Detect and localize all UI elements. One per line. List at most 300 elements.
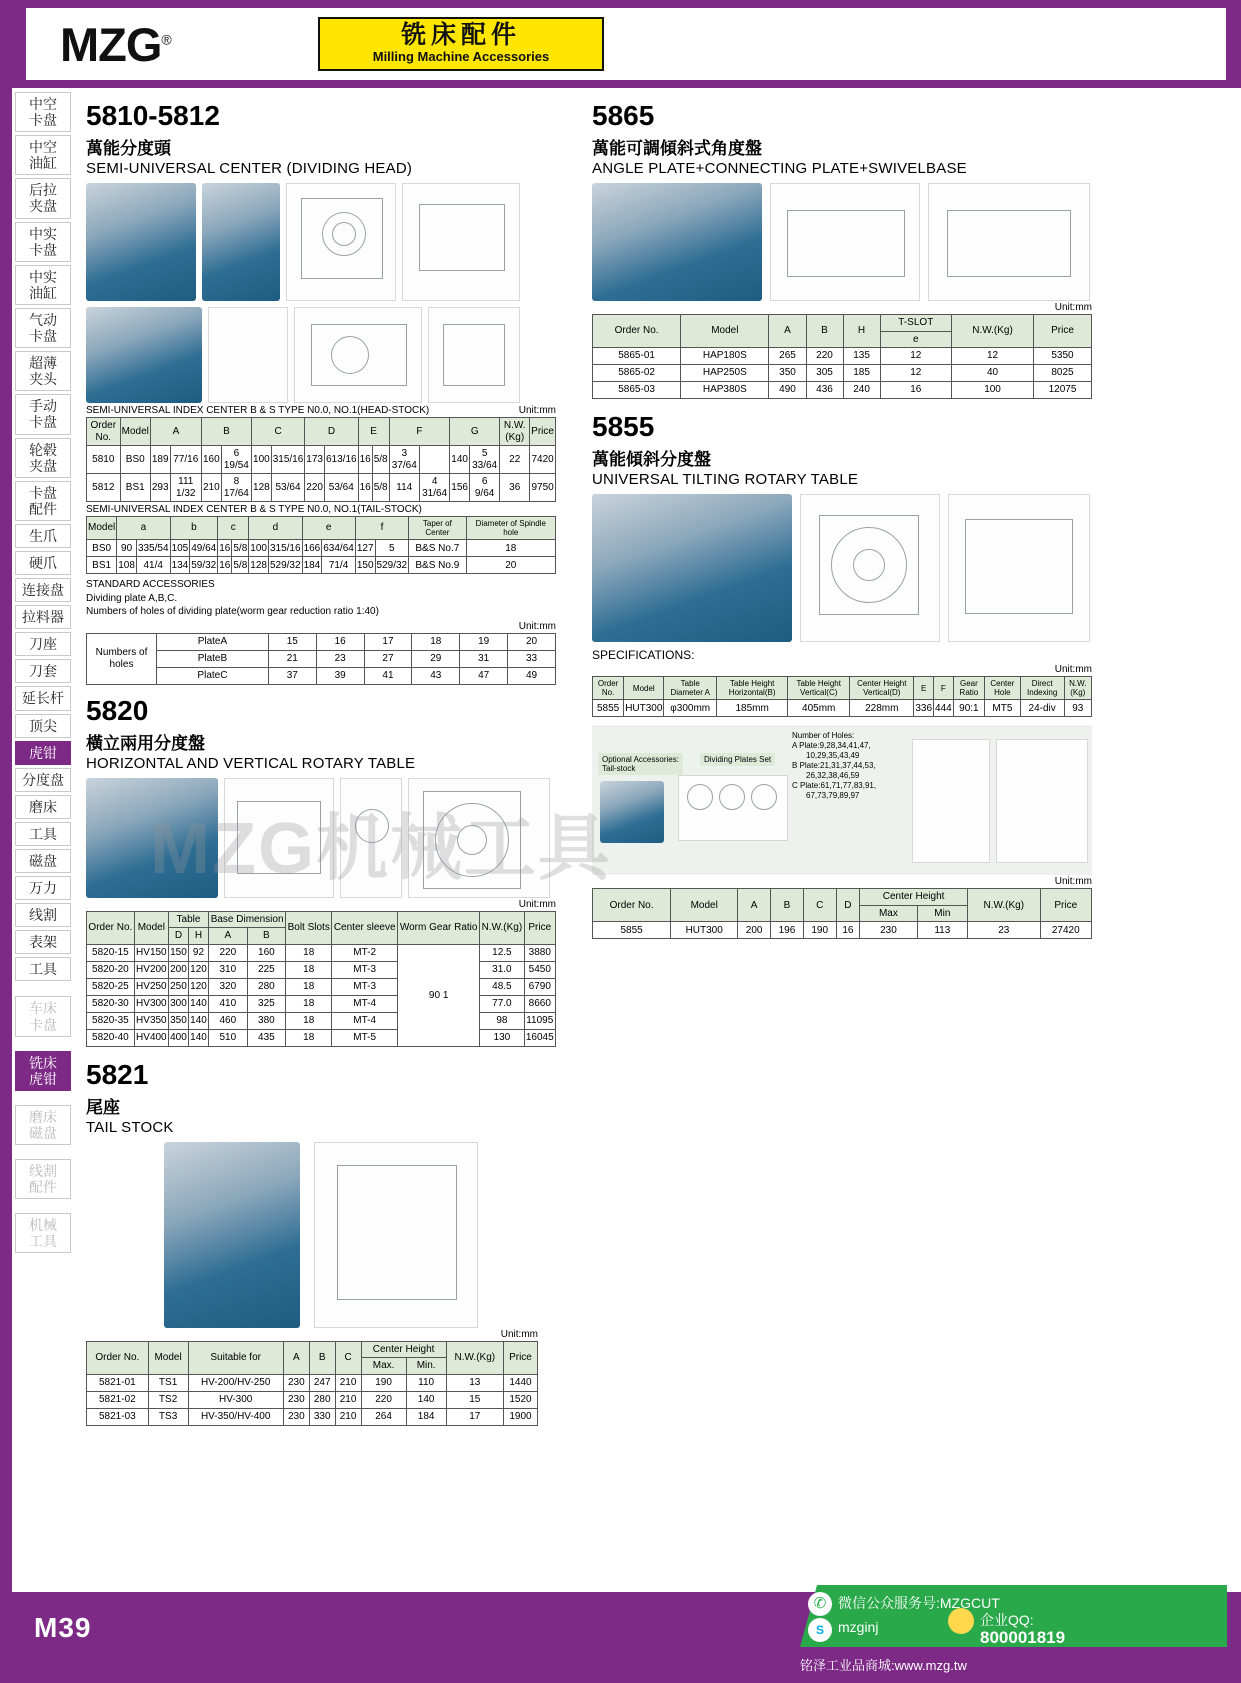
section-en-5820: HORIZONTAL AND VERTICAL ROTARY TABLE	[86, 754, 416, 772]
sidebar-item-label: 油缸	[29, 155, 57, 172]
cell-5855spec-9: MT5	[985, 700, 1021, 717]
cell-head-1-16: 36	[500, 474, 530, 502]
sidebar-item-label: 万力	[29, 880, 57, 897]
sidebar-group-label: 铣床	[29, 1054, 57, 1071]
cell-5865-2-3: 436	[806, 382, 843, 399]
cell-head-0-15: 5 33/64	[469, 446, 499, 474]
unit-headstock: Unit:mm	[518, 405, 556, 416]
cell-5855spec-11: 93	[1064, 700, 1091, 717]
cell-5865-1-3: 305	[806, 365, 843, 382]
cell-5821-0-8: 13	[446, 1374, 503, 1391]
cell-5820-0-7: MT-2	[332, 944, 398, 961]
logo-text: MZG	[60, 17, 162, 71]
drawing-angle-plate-side	[928, 183, 1090, 301]
drawing-tilting-table-side	[948, 494, 1090, 642]
sidebar-group-2[interactable]	[15, 1105, 71, 1145]
cell-head-1-12: 114	[389, 474, 419, 502]
cell-tail-0-6: 5/8	[232, 540, 249, 557]
sidebar-item-0[interactable]	[15, 92, 71, 132]
th-price: Price	[1040, 889, 1091, 922]
cell-5820-4-1: HV350	[134, 1012, 168, 1029]
th-order: Order No.	[87, 911, 135, 944]
cell-5865-0-2: 265	[769, 348, 806, 365]
cell-head-1-5: 8 17/64	[221, 474, 251, 502]
section-en-5821: TAIL STOCK	[86, 1118, 174, 1136]
cell-head-1-9: 53/64	[324, 474, 358, 502]
th-sub-0: D	[168, 928, 188, 945]
holes-b2: 26,32,38,46,59	[806, 771, 860, 781]
cell-5821-0-7: 110	[406, 1374, 446, 1391]
cell-5820-nw-2: 48.5	[480, 978, 524, 995]
photo-tail-stock	[164, 1142, 300, 1328]
th-tail-1: a	[117, 517, 170, 540]
drawing-dividing-head-side	[402, 183, 520, 301]
sidebar-item-17[interactable]	[15, 714, 71, 738]
cell-holes-0-5: 20	[508, 633, 556, 650]
caption-headstock-row	[86, 405, 556, 416]
cell-5855b-3: 196	[771, 922, 804, 939]
sidebar-item-label: 磁盘	[29, 853, 57, 869]
th-sub-2: A	[209, 928, 248, 945]
cell-5820-nw-3: 77.0	[480, 995, 524, 1012]
th-center: Center Height	[860, 889, 968, 906]
cell-5820-0-4: 220	[209, 944, 248, 961]
th-nw: N.W.(Kg)	[967, 889, 1040, 922]
sidebar-item-label: 卡盘	[29, 484, 57, 501]
section-en-5810: SEMI-UNIVERSAL CENTER (DIVIDING HEAD)	[86, 160, 413, 177]
cell-tail-0-10: 634/64	[322, 540, 356, 557]
sidebar-item-label: 顶尖	[29, 717, 57, 734]
th-model: Model	[681, 315, 769, 348]
cell-head-1-11: 5/8	[372, 474, 389, 502]
cell-holes-1-1: 23	[316, 650, 364, 667]
cell-5821-0-0: 5821-01	[87, 1374, 149, 1391]
sidebar-item-24[interactable]	[15, 903, 71, 927]
sidebar-item-10[interactable]	[15, 524, 71, 548]
th-5855spec-4: Table Height Vertical(C)	[788, 677, 850, 700]
cell-holes-0-3: 18	[412, 633, 460, 650]
cell-tail-1-5: 16	[218, 557, 232, 574]
cell-tail-0-7: 100	[249, 540, 269, 557]
section-cn-5820: 橫立兩用分度盤	[86, 733, 205, 753]
cell-5855spec-5: 228mm	[850, 700, 914, 717]
th-b: B	[806, 315, 843, 348]
cell-head-0-10: 16	[358, 446, 372, 474]
cell-5820-nw-0: 12.5	[480, 944, 524, 961]
cell-5820-5-0: 5820-40	[87, 1029, 135, 1046]
unit-5865: Unit:mm	[1054, 302, 1092, 313]
th-center: Center Height	[361, 1341, 446, 1358]
sidebar-item-11[interactable]	[15, 551, 71, 575]
skype-icon: S	[808, 1618, 832, 1642]
cell-head-1-8: 220	[305, 474, 325, 502]
th-min: Min	[917, 905, 967, 922]
th-min: Min.	[406, 1358, 446, 1375]
table-5855-spec	[592, 676, 1092, 717]
holes-a: A Plate:9,28,34,41,47,	[792, 741, 871, 751]
photo-tilting-rotary-table	[592, 494, 792, 642]
cell-5820-price-2: 6790	[524, 978, 555, 995]
section-cn-5865: 萬能可調傾斜式角度盤	[592, 139, 762, 158]
th-5855spec-9: Center Hole	[985, 677, 1021, 700]
footer-qq-label: 企业QQ:	[980, 1612, 1034, 1628]
cell-head-0-6: 100	[252, 446, 272, 474]
unit-5855-spec: Unit:mm	[1054, 664, 1092, 675]
sidebar-item-3[interactable]	[15, 222, 71, 262]
cell-5855spec-10: 24-div	[1020, 700, 1064, 717]
footer-bottom-text: 铭泽工业品商城:www.mzg.tw	[800, 1658, 967, 1673]
drawing-index-plate-side	[428, 307, 520, 403]
image-row-5810-bottom	[86, 307, 556, 403]
sidebar-group-4[interactable]	[15, 1213, 71, 1253]
sidebar-item-label: 磨床	[29, 798, 57, 815]
cell-5820-0-3: 92	[188, 944, 208, 961]
th-5855spec-10: Direct Indexing	[1020, 677, 1064, 700]
sidebar-item-23[interactable]	[15, 876, 71, 900]
plate-name-1: PlateB	[157, 650, 269, 667]
page-title-cn: 铣床配件	[400, 20, 521, 49]
table-row	[593, 700, 1092, 717]
th-model: Model	[134, 911, 168, 944]
cell-holes-2-5: 49	[508, 667, 556, 684]
th-model: Model	[148, 1341, 188, 1374]
sidebar-item-8[interactable]	[15, 438, 71, 478]
cell-5820-5-4: 510	[209, 1029, 248, 1046]
table-row	[593, 922, 1092, 939]
cell-5821-2-0: 5821-03	[87, 1408, 149, 1425]
std-line1: Dividing plate A,B,C.	[86, 592, 178, 604]
th-head-6: E	[358, 418, 389, 446]
cell-head-0-17: 7420	[530, 446, 556, 474]
sidebar-item-19[interactable]	[15, 768, 71, 792]
cell-head-1-13: 4 31/64	[419, 474, 449, 502]
cell-5865-0-3: 220	[806, 348, 843, 365]
cell-5820-nw-5: 130	[480, 1029, 524, 1046]
th-order: Order No.	[593, 315, 681, 348]
table-row	[593, 382, 1092, 399]
th-center: Center sleeve	[332, 911, 398, 944]
table-row	[593, 348, 1092, 365]
cell-5821-0-5: 210	[335, 1374, 361, 1391]
sidebar-group-label: 磁盘	[29, 1124, 57, 1141]
sidebar-item-label: 中实	[29, 225, 57, 242]
cell-5865-1-5: 12	[880, 365, 952, 382]
sidebar-item-13[interactable]	[15, 605, 71, 629]
cell-5855spec-7: 444	[934, 700, 954, 717]
cell-tail-0-2: 335/54	[136, 540, 170, 557]
section-number-5855: 5855	[592, 411, 655, 442]
cell-head-0-4: 160	[202, 446, 222, 474]
th-sub-1: H	[188, 928, 208, 945]
th-tail-0: Model	[87, 517, 117, 540]
cell-5820-2-5: 280	[247, 978, 286, 995]
cell-5855b-8: 23	[967, 922, 1040, 939]
th-head-4: C	[252, 418, 305, 446]
th-head-5: D	[305, 418, 358, 446]
photo-dividing-plates	[678, 775, 788, 841]
cell-tail-1-13: B&S No.9	[409, 557, 466, 574]
table-row	[87, 446, 556, 474]
sidebar-item-12[interactable]	[15, 578, 71, 602]
table-row	[87, 1012, 556, 1029]
cell-holes-2-4: 47	[460, 667, 508, 684]
std-title: STANDARD ACCESSORIES	[86, 579, 215, 591]
sidebar-item-14[interactable]	[15, 632, 71, 656]
drawing-angle-plate-front	[770, 183, 920, 301]
sidebar-item-15[interactable]	[15, 659, 71, 683]
sidebar-item-label: 表架	[29, 934, 57, 951]
sidebar-item-2[interactable]	[15, 178, 71, 218]
cell-5820-4-5: 380	[247, 1012, 286, 1029]
cell-holes-1-5: 33	[508, 650, 556, 667]
cell-tail-1-3: 134	[170, 557, 190, 574]
table-row	[87, 944, 556, 961]
cell-5820-1-4: 310	[209, 961, 248, 978]
table-row	[87, 995, 556, 1012]
cell-head-0-3: 77/16	[170, 446, 201, 474]
registered-icon: ®	[161, 30, 171, 47]
holes-title: Number of Holes:	[792, 731, 855, 741]
sidebar-item-6[interactable]	[15, 351, 71, 391]
th-5855spec-3: Table Height Horizontal(B)	[717, 677, 788, 700]
sidebar-item-20[interactable]	[15, 795, 71, 819]
cell-5821-1-4: 280	[309, 1391, 335, 1408]
cell-5820-3-6: 18	[286, 995, 332, 1012]
sidebar-item-18[interactable]	[15, 741, 71, 765]
th-head-9: N.W.(Kg)	[500, 418, 530, 446]
cell-head-0-8: 173	[305, 446, 325, 474]
watermark: MZG机械工具	[150, 809, 612, 889]
th-tail-6: f	[355, 517, 408, 540]
sidebar-item-1[interactable]	[15, 135, 71, 175]
sidebar-item-label: 拉料器	[22, 609, 64, 626]
th-worm: Worm Gear Ratio	[398, 911, 480, 944]
sidebar-group-1[interactable]	[15, 1051, 71, 1091]
sidebar-item-label: 线割	[29, 907, 57, 924]
cell-5820-5-7: MT-5	[332, 1029, 398, 1046]
cell-5855b-4: 190	[803, 922, 836, 939]
cell-tail-0-5: 16	[218, 540, 232, 557]
cell-5865-0-6: 12	[952, 348, 1034, 365]
cell-head-0-7: 315/16	[271, 446, 305, 474]
cell-5821-0-6: 190	[361, 1374, 406, 1391]
sidebar-group-0[interactable]	[15, 996, 71, 1036]
cell-holes-1-3: 29	[412, 650, 460, 667]
th-tail-3: c	[218, 517, 249, 540]
sidebar-item-16[interactable]	[15, 686, 71, 710]
cell-5821-0-4: 247	[309, 1374, 335, 1391]
th-suitable: Suitable for	[188, 1341, 283, 1374]
cell-tail-1-9: 184	[302, 557, 322, 574]
wechat-icon: ✆	[808, 1592, 832, 1616]
holes-c2: 67,73,79,89,97	[806, 791, 860, 801]
cell-5820-4-2: 350	[168, 1012, 188, 1029]
sidebar-item-label: 刀套	[29, 663, 57, 680]
cell-5865-0-4: 135	[843, 348, 880, 365]
cell-5820-1-2: 200	[168, 961, 188, 978]
plate-name-0: PlateA	[157, 633, 269, 650]
cell-5821-1-5: 210	[335, 1391, 361, 1408]
sidebar-item-label: 卡盘	[29, 328, 57, 345]
cell-tail-1-0: BS1	[87, 557, 117, 574]
th-order: Order No.	[593, 889, 671, 922]
cell-5855spec-3: 185mm	[717, 700, 788, 717]
cell-5820-2-6: 18	[286, 978, 332, 995]
page-title	[318, 17, 604, 71]
cell-5855b-2: 200	[738, 922, 771, 939]
dividing-plates-label: Dividing Plates Set	[700, 753, 775, 766]
sidebar-group-label: 配件	[29, 1179, 57, 1196]
cell-5821-2-2: HV-350/HV-400	[188, 1408, 283, 1425]
cell-5865-0-7: 5350	[1034, 348, 1092, 365]
cell-5820-3-7: MT-4	[332, 995, 398, 1012]
cell-5821-2-9: 1900	[503, 1408, 537, 1425]
th-5855spec-0: Order No.	[593, 677, 624, 700]
drawing-index-plate-front	[294, 307, 422, 403]
cell-tail-1-10: 71/4	[322, 557, 356, 574]
sidebar-item-label: 中空	[29, 96, 57, 112]
th-tslot: T-SLOT	[880, 315, 952, 332]
photo-rotary-table	[86, 778, 218, 898]
cell-5820-2-1: HV250	[134, 978, 168, 995]
th-table: Table	[168, 911, 208, 928]
cell-head-0-0: 5810	[87, 446, 121, 474]
th-b: B	[771, 889, 804, 922]
section-en-5855: UNIVERSAL TILTING ROTARY TABLE	[592, 471, 859, 488]
cell-5865-1-6: 40	[952, 365, 1034, 382]
drawing-tilting-assembly-side	[996, 739, 1088, 863]
th-price: Price	[524, 911, 555, 944]
cell-5821-2-3: 230	[283, 1408, 309, 1425]
sidebar-item-9[interactable]	[15, 481, 71, 521]
cell-holes-2-2: 41	[364, 667, 412, 684]
sidebar-group-label: 虎钳	[29, 1070, 57, 1087]
cell-5820-3-3: 140	[188, 995, 208, 1012]
cell-head-1-1: BS1	[120, 474, 150, 502]
cell-5820-5-3: 140	[188, 1029, 208, 1046]
brand-logo	[60, 14, 260, 74]
std-line2: Numbers of holes of dividing plate(worm gear reduction ratio 1:40)	[86, 606, 379, 618]
th-tail-7: Taper of Center	[409, 517, 466, 540]
page-title-en: Milling Machine Accessories	[372, 49, 550, 65]
spec-label-5855: SPECIFICATIONS:	[592, 648, 695, 662]
cell-head-0-11: 5/8	[372, 446, 389, 474]
cell-5820-5-2: 400	[168, 1029, 188, 1046]
unit-5820: Unit:mm	[518, 898, 556, 910]
photo-dividing-head	[86, 183, 196, 301]
cell-5821-0-1: TS1	[148, 1374, 188, 1391]
cell-head-1-15: 6 9/64	[469, 474, 499, 502]
cell-5821-1-7: 140	[406, 1391, 446, 1408]
sidebar-item-label: 油缸	[29, 284, 57, 301]
holes-c: C Plate:61,71,77,83,91,	[792, 781, 877, 791]
sidebar-item-4[interactable]	[15, 265, 71, 305]
sidebar-item-label: 配件	[29, 500, 57, 517]
th-nw: N.W.(Kg)	[952, 315, 1034, 348]
cell-head-0-14: 140	[450, 446, 470, 474]
cell-head-1-3: 111 1/32	[170, 474, 201, 502]
sidebar-item-22[interactable]	[15, 849, 71, 873]
cell-tail-1-14: 20	[466, 557, 555, 574]
cell-5820-3-1: HV300	[134, 995, 168, 1012]
cell-holes-1-2: 27	[364, 650, 412, 667]
drawing-rotary-table-side	[224, 778, 334, 898]
cell-head-1-7: 53/64	[271, 474, 305, 502]
sidebar-item-label: 手动	[29, 398, 57, 415]
cell-5820-3-4: 410	[209, 995, 248, 1012]
cell-5821-1-8: 15	[446, 1391, 503, 1408]
sidebar-item-5[interactable]	[15, 308, 71, 348]
sidebar-item-label: 夹盘	[29, 457, 57, 474]
cell-5821-0-2: HV-200/HV-250	[188, 1374, 283, 1391]
sidebar-group-3[interactable]	[15, 1159, 71, 1199]
cell-tail-1-6: 5/8	[232, 557, 249, 574]
sidebar-group-label: 机械	[29, 1217, 57, 1234]
unit-5821: Unit:mm	[500, 1328, 538, 1340]
sidebar-item-label: 中空	[29, 139, 57, 156]
th-max: Max.	[361, 1358, 406, 1375]
th-max: Max	[860, 905, 918, 922]
sidebar-group-label: 线割	[29, 1163, 57, 1180]
cell-5855spec-2: φ300mm	[664, 700, 717, 717]
sidebar-item-label: 卡盘	[29, 112, 57, 129]
cell-5865-2-6: 100	[952, 382, 1034, 399]
cell-5855spec-6: 336	[914, 700, 934, 717]
th-sub-3: B	[247, 928, 286, 945]
sidebar-item-26[interactable]	[15, 957, 71, 981]
sidebar-item-21[interactable]	[15, 822, 71, 846]
holes-a2: 10,29,35,43,49	[806, 751, 860, 761]
cell-5855b-0: 5855	[593, 922, 671, 939]
cell-5820-4-3: 140	[188, 1012, 208, 1029]
cell-5820-4-0: 5820-35	[87, 1012, 135, 1029]
drawing-tilting-table-front	[800, 494, 940, 642]
image-row-5855	[592, 494, 1092, 642]
sidebar-item-label: 工具	[29, 825, 57, 842]
cell-tail-1-8: 529/32	[268, 557, 302, 574]
cell-5865-1-7: 8025	[1034, 365, 1092, 382]
sidebar-item-7[interactable]	[15, 394, 71, 434]
table-row	[593, 365, 1092, 382]
cell-5820-3-0: 5820-30	[87, 995, 135, 1012]
th-c: C	[335, 1341, 361, 1374]
cell-5820-2-7: MT-3	[332, 978, 398, 995]
sidebar-item-label: 连接盘	[22, 582, 64, 599]
drawing-rotary-table-detail	[340, 778, 402, 898]
cell-head-0-5: 6 19/54	[221, 446, 251, 474]
sidebar-group-label: 车床	[29, 1000, 57, 1017]
sidebar-item-25[interactable]	[15, 930, 71, 954]
unit-holes: Unit:mm	[518, 620, 556, 632]
cell-head-1-10: 16	[358, 474, 372, 502]
cell-tail-0-9: 166	[302, 540, 322, 557]
cell-head-0-9: 613/16	[324, 446, 358, 474]
cell-head-0-2: 189	[150, 446, 170, 474]
footer-qq-number: 800001819	[980, 1628, 1066, 1647]
cell-tail-1-11: 150	[355, 557, 375, 574]
cell-5865-1-1: HAP250S	[681, 365, 769, 382]
cell-head-0-16: 22	[500, 446, 530, 474]
cell-5820-nw-4: 98	[480, 1012, 524, 1029]
th-c: C	[803, 889, 836, 922]
th-order: Order No.	[87, 1341, 149, 1374]
cell-head-0-13	[419, 446, 449, 474]
cell-tail-0-4: 49/64	[190, 540, 218, 557]
table-5855-dimensions	[592, 888, 1092, 939]
table-row	[87, 633, 556, 650]
drawing-dividing-head-front	[286, 183, 396, 301]
footer-skype: mzginj	[838, 1619, 879, 1635]
